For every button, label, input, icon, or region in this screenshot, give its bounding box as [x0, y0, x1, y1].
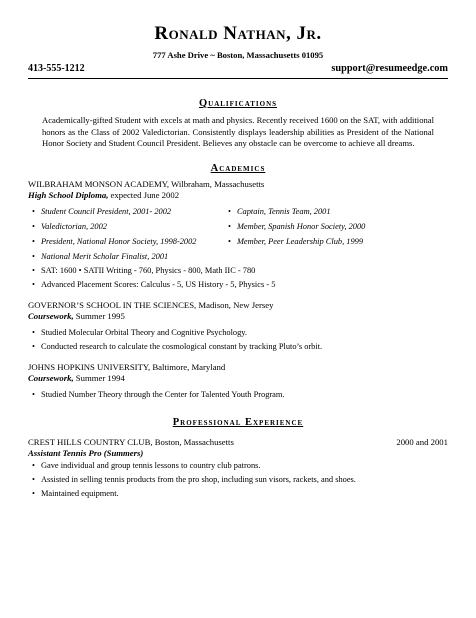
- job-header: [28, 437, 448, 448]
- degree-title: High School Diploma,: [28, 189, 109, 200]
- coursework-note: Summer 1995: [73, 310, 125, 321]
- test-scores-list: [28, 264, 448, 292]
- honor-item: • Member, Peer Leadership Club, 1999: [228, 234, 448, 249]
- coursework-note: Summer 1994: [73, 372, 125, 383]
- degree-note: expected June 2002: [108, 189, 180, 200]
- school-name: WILBRAHAM MONSON ACADEMY, Wilbraham, Massachusetts: [28, 178, 265, 189]
- qualifications-heading: Qualifications: [198, 98, 278, 109]
- job-duties-list: [28, 459, 448, 501]
- employer-name: CREST HILLS COUNTRY CLUB, Boston, Massachusetts: [28, 436, 234, 447]
- degree-line: [28, 190, 448, 201]
- coursework-list: [28, 388, 448, 402]
- candidate-name: Ronald Nathan, Jr.: [154, 23, 322, 44]
- coursework-list: [28, 326, 448, 354]
- address-line: 777 Ashe Drive ~ Boston, Massachusetts 01095: [152, 50, 324, 60]
- school-name: GOVERNOR’S SCHOOL IN THE SCIENCES, Madison, New Jersey: [28, 299, 274, 310]
- list-item: • Gave individual and group tennis lessons to country club patrons.: [32, 459, 448, 473]
- honor-item: • Member, Spanish Honor Society, 2000: [228, 219, 448, 234]
- list-item: • Assisted in selling tennis products from the pro shop, including sun visors, rackets, and shoes.: [32, 473, 448, 487]
- job-dates: 2000 and 2001: [396, 436, 448, 447]
- contact-row: [28, 63, 448, 79]
- qualifications-summary: Academically-gifted Student with excels at math and physics. Recently received 1600 on the SAT, with additional honors as the Class of 2002 Valedictorian. Consistently displays leadership abilities as President of the National Honor Society and Student Council President. Believes any obstacle can be overcome to achieve all dreams.: [42, 115, 434, 149]
- school-governors: [28, 300, 448, 354]
- list-item: • Conducted research to calculate the cosmological constant by tracking Pluto’s orbit.: [32, 340, 448, 354]
- job-crest-hills: [28, 437, 448, 501]
- list-item: • Studied Number Theory through the Center for Talented Youth Program.: [32, 388, 448, 402]
- school-wilbraham: [28, 179, 448, 292]
- email-address: support@resumeedge.com: [331, 63, 448, 74]
- honor-item: • Valedictorian, 2002: [32, 219, 228, 234]
- coursework-label: Coursework,: [28, 310, 74, 321]
- job-title: Assistant Tennis Pro (Summers): [28, 447, 144, 458]
- experience-heading: Professional Experience: [172, 416, 304, 428]
- coursework-label: Coursework,: [28, 372, 74, 383]
- list-item: • Maintained equipment.: [32, 487, 448, 501]
- honor-item: • Student Council President, 2001- 2002: [32, 204, 228, 219]
- school-name: JOHNS HOPKINS UNIVERSITY, Baltimore, Maryland: [28, 361, 226, 372]
- honor-item: • Captain, Tennis Team, 2001: [228, 204, 448, 219]
- honor-item: • National Merit Scholar Finalist, 2001: [32, 249, 228, 264]
- list-item: • Studied Molecular Orbital Theory and Cognitive Psychology.: [32, 326, 448, 340]
- honor-item: • President, National Honor Society, 1998-2002: [32, 234, 228, 249]
- honors-grid: [28, 204, 448, 264]
- academics-heading: Academics: [210, 162, 266, 174]
- list-item: • SAT: 1600 • SATII Writing - 760, Physics - 800, Math IIC - 780: [32, 264, 448, 278]
- list-item: • Advanced Placement Scores: Calculus - 5, US History - 5, Physics - 5: [32, 278, 448, 292]
- school-johns-hopkins: [28, 362, 448, 402]
- phone-number: 413-555-1212: [28, 63, 85, 74]
- coursework-line: [28, 373, 448, 384]
- coursework-line: [28, 311, 448, 322]
